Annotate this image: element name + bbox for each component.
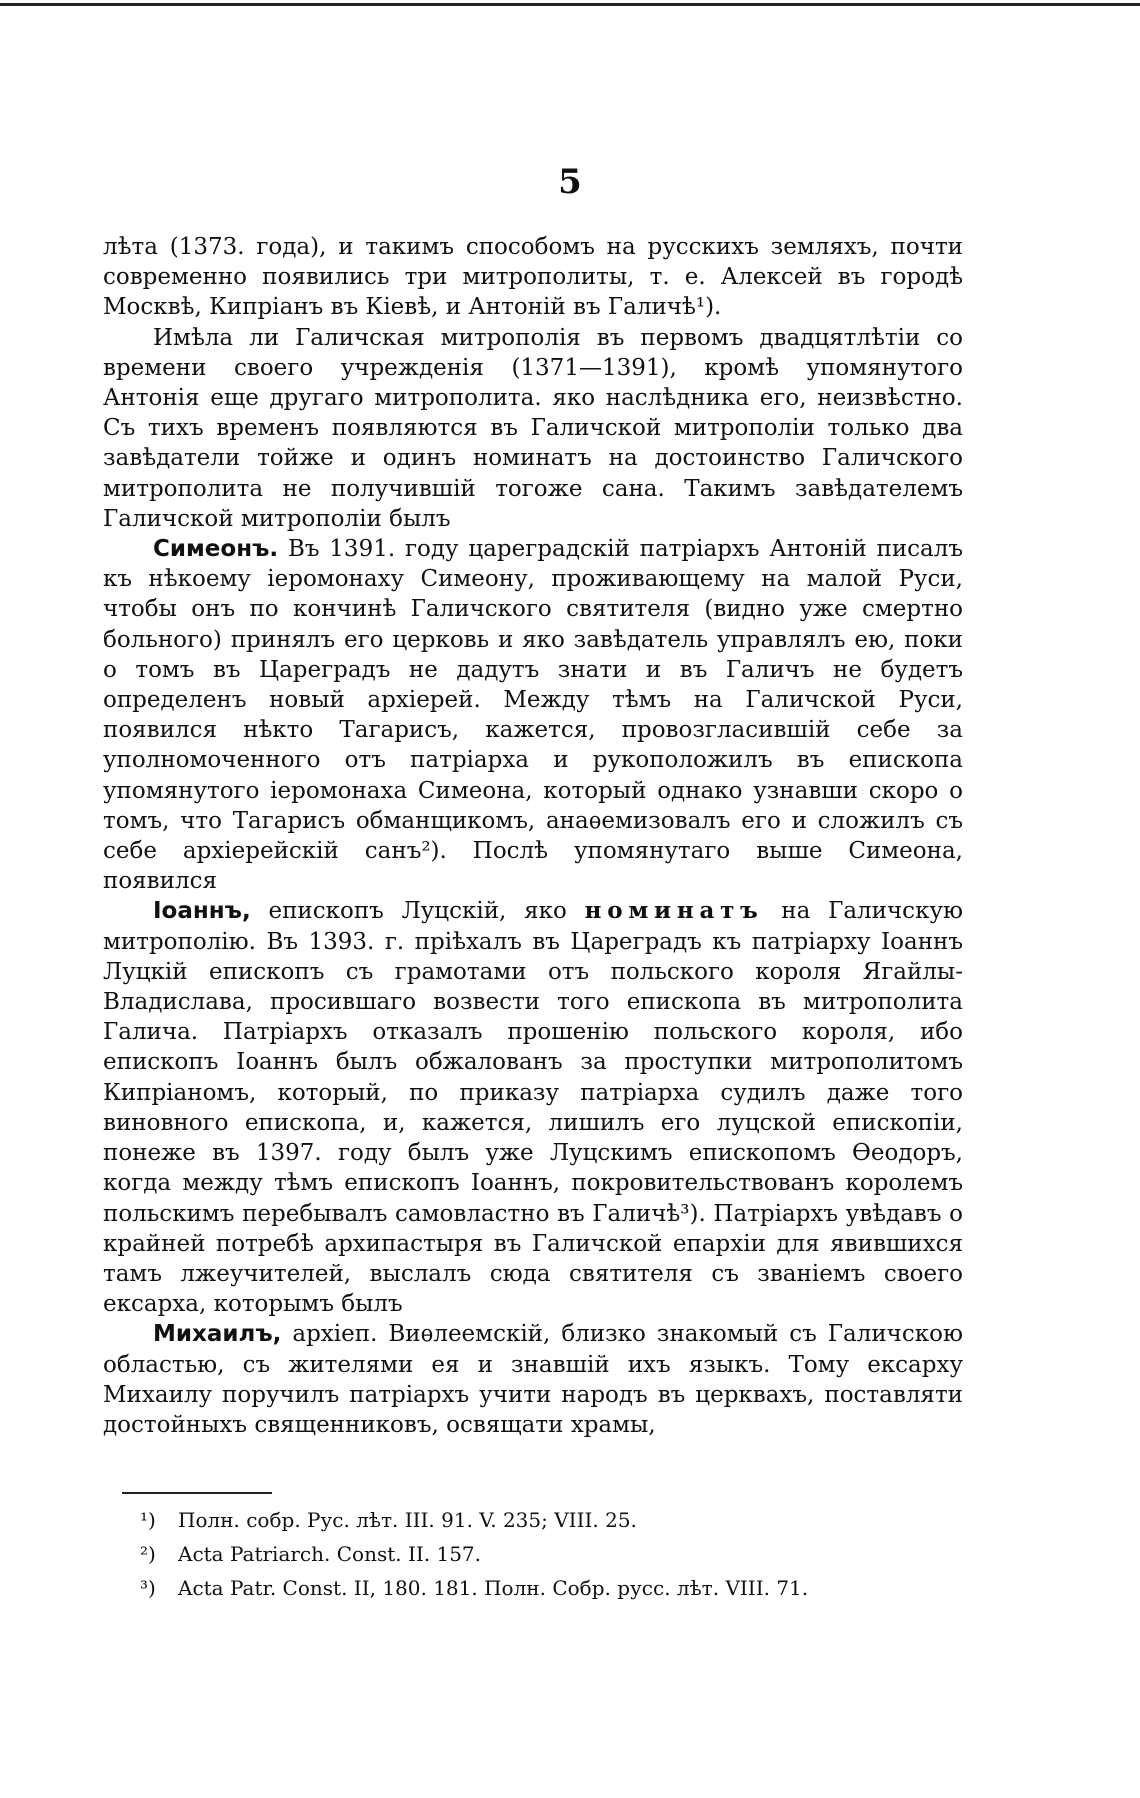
paragraph-3-text: Въ 1391. году цареградскій патріархъ Антоній писалъ къ нѣкоему іеромонаху Симеону, проживающему на малой Руси, чтобы онъ по кончинѣ Галичского святителя (видно уже смертно больного) принялъ его церковь и яко завѣдатель управлялъ ею, поки о томъ въ Цареградъ не дадутъ знати и въ Галичъ не будетъ определенъ новый архіерей. Между тѣмъ на Галичской Руси, появился нѣкто Тагарисъ, кажется, провозгласившій себе за уполномоченного отъ патріарха и рукоположилъ въ епископа упомянутого іеромонаха Симеона, который однако узнавши скоро о томъ, что Тагарисъ обманщикомъ, анаѳемизовалъ его и сложилъ съ себе архіерейскій санъ²). Послѣ упомянутаго выше Симеона, появился — [103, 536, 963, 895]
footnote-2 — [140, 1537, 940, 1571]
footnote-text: Acta Patriarch. Const. II. 157. — [178, 1542, 482, 1566]
paragraph-mikhail — [103, 1319, 963, 1440]
paragraph-simeon — [103, 534, 963, 896]
paragraph-5-text: архіеп. Виѳлеемскій, близко знакомый съ Галичскою областью, съ жителями ея и знавшій ихъ языкъ. Тому ексарху Михаилу поручилъ патріархъ учити народъ въ церквахъ, поставляти достойныхъ священниковъ, освящати храмы, — [103, 1321, 964, 1438]
body-text — [103, 232, 963, 1440]
paragraph-4-text-b: на Галичскую митрополію. Въ 1393. г. пріѣхалъ въ Цареградъ къ патріарху Іоаннъ Луцкій епископъ съ грамотами отъ польского короля Ягайлы-Владислава, просившаго возвести того епископа въ митрополита Галича. Патріархъ отказалъ прошенію польского короля, ибо епископъ Іоаннъ былъ обжалованъ за проступки митрополитомъ Кипріаномъ, который, по приказу патріарха судилъ даже того виновного епископа, и, кажется, лишилъ его луцской епископіи, понеже въ 1397. году былъ уже Луцскимъ епископомъ Ѳеодоръ, когда между тѣмъ епископъ Іоаннъ, покровительствованъ королемъ польскимъ перебывалъ самовластно въ Галичѣ³). Патріархъ увѣдавъ о крайней потребѣ архипастыря въ Галичской епархіи для явившихся тамъ лжеучителей, выслалъ сюда святителя съ званіемъ своего ексарха, которымъ былъ — [103, 898, 963, 1318]
paragraph-4-text-a: епископъ Луцскій, яко — [268, 898, 567, 925]
footnote-mark: ³) — [140, 1576, 156, 1600]
page-number: 5 — [558, 162, 582, 202]
footnote-text: Acta Patr. Const. II, 180. 181. Полн. Собр. русс. лѣт. VIII. 71. — [178, 1576, 809, 1600]
footnote-mark: ²) — [140, 1542, 156, 1566]
footnote-text: Полн. собр. Рус. лѣт. III. 91. V. 235; VIII. 25. — [178, 1508, 637, 1532]
footnote-3 — [140, 1571, 940, 1605]
footnote-separator — [122, 1492, 272, 1494]
footnotes — [140, 1503, 940, 1605]
name-simeon: Симеонъ. — [153, 536, 279, 563]
name-mikhail: Михаилъ, — [153, 1321, 282, 1348]
paragraph-1: лѣта (1373. года), и такимъ способомъ на русскихъ земляхъ, почти современно появились три митрополиты, т. е. Алексей въ городѣ Москвѣ, Кипріанъ въ Кіевѣ, и Антоній въ Галичѣ¹). — [103, 234, 963, 321]
paragraph-2: Имѣла ли Галичская митрополія въ первомъ двадцятлѣтіи со времени своего учрежденія (1371—1391), кромѣ упомянутого Антонія еще другаго митрополита. яко наслѣдника его, неизвѣстно. Съ тихъ временъ появляются въ Галичской митрополіи только два завѣдатели тойже и одинъ номинатъ на достоинство Галичского митрополита не получившій тогоже сана. Такимъ завѣдателемъ Галичской митрополіи былъ — [103, 324, 963, 532]
footnote-mark: ¹) — [140, 1508, 156, 1532]
paragraph-ioann — [103, 896, 963, 1319]
name-ioann: Іоаннъ, — [153, 898, 251, 925]
footnote-1 — [140, 1503, 940, 1537]
top-border-line — [0, 3, 1140, 6]
spaced-word-nominat: номинатъ — [584, 897, 764, 925]
